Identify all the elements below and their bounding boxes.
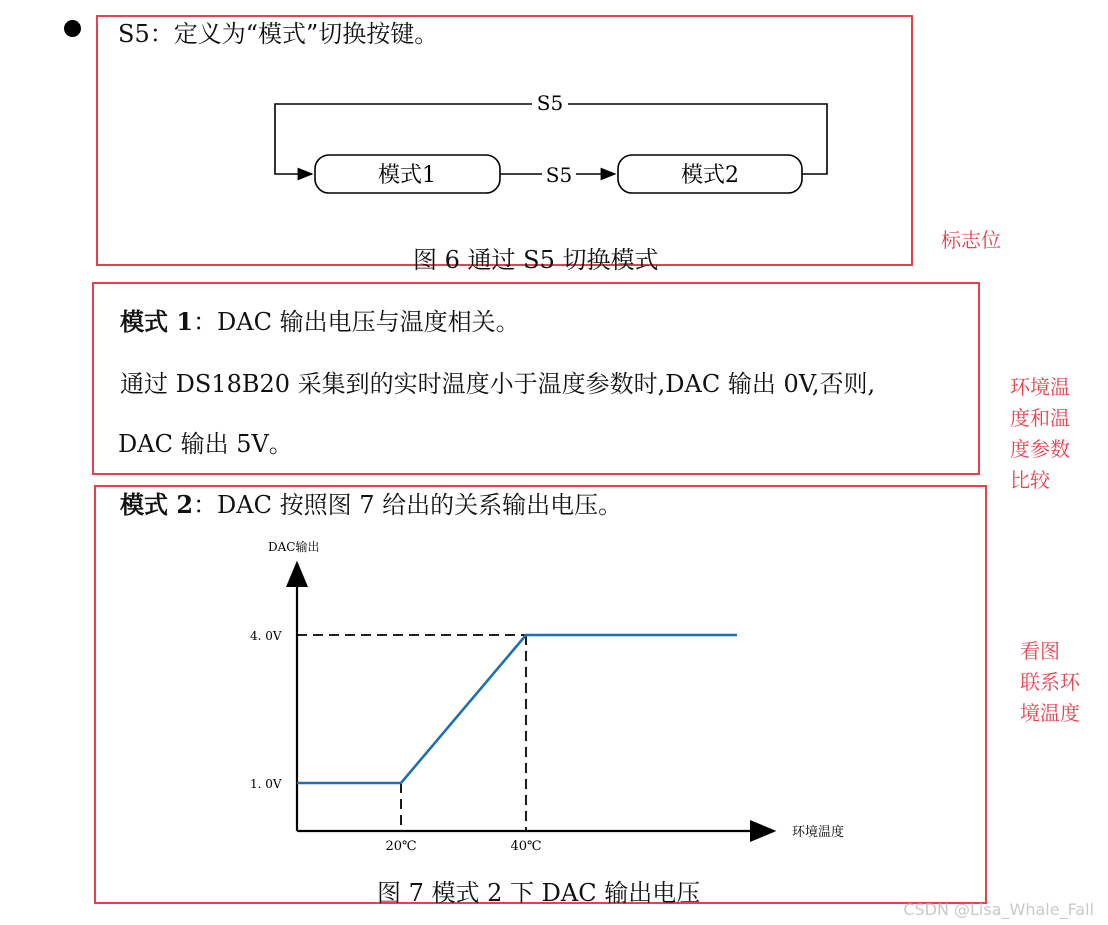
mode2-heading-rest: ：DAC 按照图 7 给出的关系输出电压。 [193,491,623,519]
mode1-heading-rest: ：DAC 输出电压与温度相关。 [193,308,520,336]
loop-label: S5 [536,91,564,115]
figure6-caption: 图 6 通过 S5 切换模式 [413,246,659,274]
mode2-label: 模式2 [681,163,739,188]
annotation-see-chart-line: 联系环 [1020,670,1080,694]
annotation-compare-line: 环境温 [1010,375,1070,399]
mode1-paragraph-line2: DAC 输出 5V。 [118,430,293,458]
annotation-see-chart [1020,636,1080,729]
annotation-compare-line: 度参数 [1010,437,1070,461]
series-line [297,635,737,783]
annotation-see-chart-line: 境温度 [1020,701,1080,725]
annotation-see-chart-line: 看图 [1020,639,1060,663]
s5-definition: S5：定义为“模式”切换按键。 [118,20,439,48]
mode1-paragraph-line1: 通过 DS18B20 采集到的实时温度小于温度参数时,DAC 输出 0V,否则, [120,370,876,398]
annotation-compare-line: 度和温 [1010,406,1070,430]
annotation-compare-line: 比较 [1010,468,1050,492]
dac-output-chart [240,535,845,855]
y-tick-label: 4. 0V [250,629,282,643]
y-tick-label: 1. 0V [250,777,282,791]
bullet-dot [64,20,81,37]
mode2-heading [120,485,622,520]
mode1-heading-bold: 模式 1 [120,307,194,336]
forward-label: S5 [545,163,573,187]
x-tick-label: 20℃ [385,839,417,854]
annotation-compare [1010,372,1070,496]
mode-switch-diagram [260,88,840,203]
figure7-caption: 图 7 模式 2 下 DAC 输出电压 [377,879,701,907]
mode1-heading [120,302,520,337]
annotation-flag: 标志位 [941,228,1001,252]
y-axis-label: DAC输出 [268,540,320,554]
mode1-label: 模式1 [378,163,436,188]
x-tick-label: 40℃ [510,839,542,854]
watermark: CSDN @Lisa_Whale_Fall [903,900,1094,919]
mode2-heading-bold: 模式 2 [120,490,194,519]
x-axis-label: 环境温度 [792,825,845,840]
